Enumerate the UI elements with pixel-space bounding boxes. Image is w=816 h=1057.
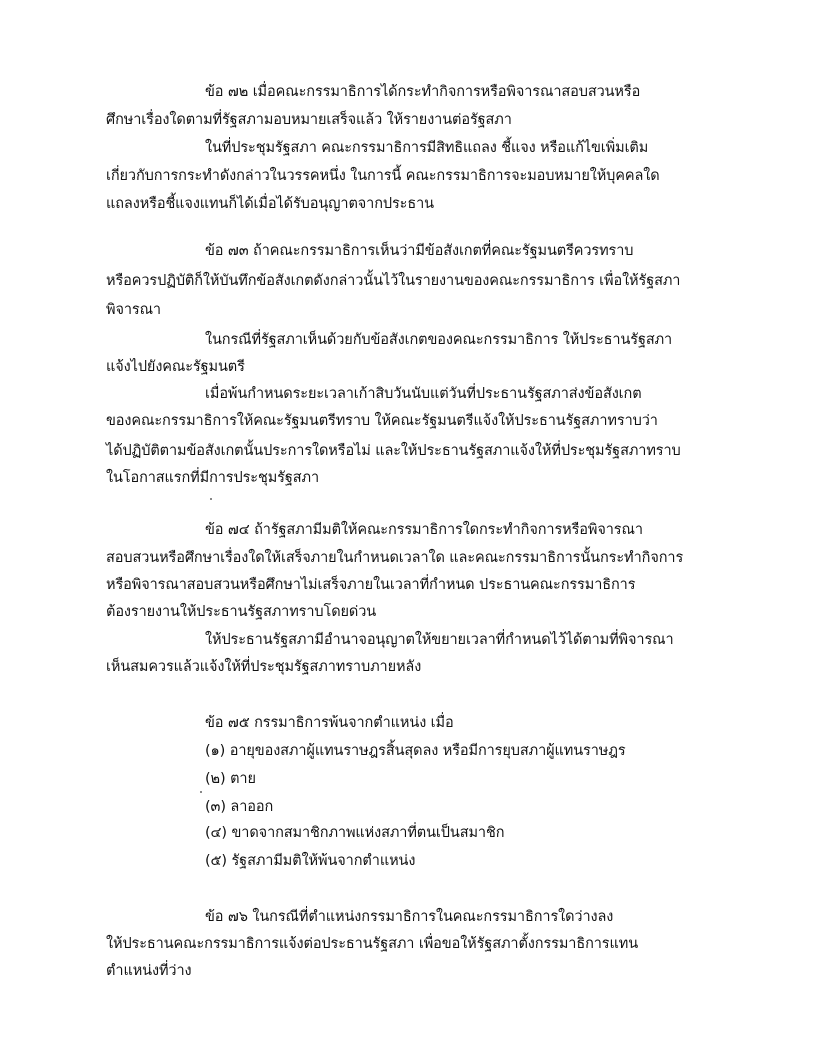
clause-74-text-line: สอบสวนหรือศึกษาเรื่องใดให้เสร็จภายในกำหนดเวลาใด และคณะกรรมาธิการนั้นกระทำกิจการ xyxy=(106,550,684,566)
clause-74-text-line: ต้องรายงานให้ประธานรัฐสภาทราบโดยด่วน xyxy=(106,604,377,620)
clause-74-heading-line: ข้อ ๗๔ ถ้ารัฐสภามีมติให้คณะกรรมาธิการใดกระทำกิจการหรือพิจารณา xyxy=(205,522,643,538)
clause-73-text-line: หรือควรปฏิบัติก็ให้บันทึกข้อสังเกตดังกล่าวนั้นไว้ในรายงานของคณะกรรมาธิการ เพื่อให้รัฐสภา xyxy=(106,273,681,289)
clause-73-heading-line: ข้อ ๗๓ ถ้าคณะกรรมาธิการเห็นว่ามีข้อสังเกตที่คณะรัฐมนตรีควรทราบ xyxy=(205,243,634,259)
clause-73-text-line: พิจารณา xyxy=(106,302,161,318)
clause-73-paragraph3-line: เมื่อพ้นกำหนดระยะเวลาเก้าสิบวันนับแต่วันที่ประธานรัฐสภาส่งข้อสังเกต xyxy=(205,386,642,402)
clause-73-paragraph2-line: ในกรณีที่รัฐสภาเห็นด้วยกับข้อสังเกตของคณะกรรมาธิการ ให้ประธานรัฐสภา xyxy=(205,332,673,348)
scan-speck xyxy=(200,791,202,793)
clause-75-item-3: (๓) ลาออก xyxy=(205,799,274,815)
clause-75-heading-line: ข้อ ๗๕ กรรมาธิการพ้นจากตำแหน่ง เมื่อ xyxy=(205,715,454,731)
clause-72-paragraph2-line: ในที่ประชุมรัฐสภา คณะกรรมาธิการมีสิทธิแถลง ชี้แจง หรือแก้ไขเพิ่มเติม xyxy=(205,140,649,156)
clause-72-text-line: แถลงหรือชี้แจงแทนก็ได้เมื่อได้รับอนุญาตจากประธาน xyxy=(106,196,434,212)
clause-73-text-line: แจ้งไปยังคณะรัฐมนตรี xyxy=(106,359,245,375)
clause-76-text-line: ให้ประธานคณะกรรมาธิการแจ้งต่อประธานรัฐสภา เพื่อขอให้รัฐสภาตั้งกรรมาธิการแทน xyxy=(106,936,639,952)
clause-73-text-line: ได้ปฏิบัติตามข้อสังเกตนั้นประการใดหรือไม่ และให้ประธานรัฐสภาแจ้งให้ที่ประชุมรัฐสภาทราบ xyxy=(106,443,681,459)
clause-72-heading-line: ข้อ ๗๒ เมื่อคณะกรรมาธิการได้กระทำกิจการหรือพิจารณาสอบสวนหรือ xyxy=(205,84,641,100)
scan-speck xyxy=(210,498,212,500)
clause-73-text-line: ของคณะกรรมาธิการให้คณะรัฐมนตรีทราบ ให้คณะรัฐมนตรีแจ้งให้ประธานรัฐสภาทราบว่า xyxy=(106,413,658,429)
clause-75-item-2: (๒) ตาย xyxy=(205,771,256,787)
clause-73-text-line: ในโอกาสแรกที่มีการประชุมรัฐสภา xyxy=(106,470,320,486)
clause-72-text-line: ศึกษาเรื่องใดตามที่รัฐสภามอบหมายเสร็จแล้ว ให้รายงานต่อรัฐสภา xyxy=(106,112,512,128)
clause-75-item-1: (๑) อายุของสภาผู้แทนราษฎรสิ้นสุดลง หรือมีการยุบสภาผู้แทนราษฎร xyxy=(205,743,626,759)
clause-76-heading-line: ข้อ ๗๖ ในกรณีที่ตำแหน่งกรรมาธิการในคณะกรรมาธิการใดว่างลง xyxy=(205,909,614,925)
clause-76-text-line: ตำแหน่งที่ว่าง xyxy=(106,963,192,979)
clause-75-item-4: (๔) ขาดจากสมาชิกภาพแห่งสภาที่ตนเป็นสมาชิก xyxy=(205,825,505,841)
clause-74-text-line: เห็นสมควรแล้วแจ้งให้ที่ประชุมรัฐสภาทราบภายหลัง xyxy=(106,659,422,675)
clause-74-paragraph2-line: ให้ประธานรัฐสภามีอำนาจอนุญาตให้ขยายเวลาที่กำหนดไว้ได้ตามที่พิจารณา xyxy=(205,632,674,648)
clause-75-item-5: (๕) รัฐสภามีมติให้พ้นจากตำแหน่ง xyxy=(205,853,416,869)
clause-72-text-line: เกี่ยวกับการกระทำดังกล่าวในวรรคหนึ่ง ในการนี้ คณะกรรมาธิการจะมอบหมายให้บุคคลใด xyxy=(106,168,660,184)
clause-74-text-line: หรือพิจารณาสอบสวนหรือศึกษาไม่เสร็จภายในเวลาที่กำหนด ประธานคณะกรรมาธิการ xyxy=(106,577,636,593)
